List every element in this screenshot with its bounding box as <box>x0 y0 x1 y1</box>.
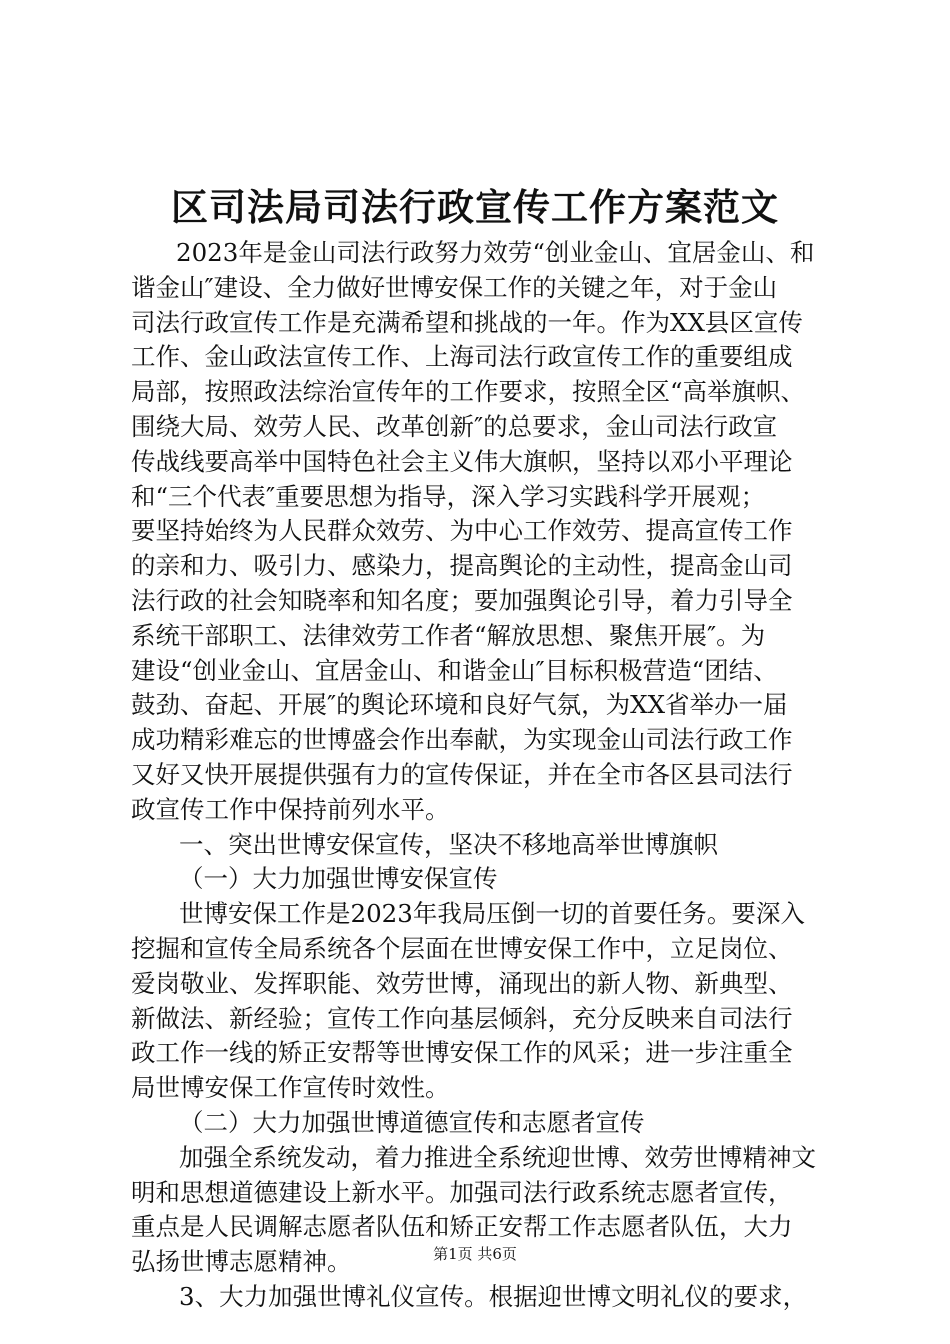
text-line: 又好又快开展提供强有力的宣传保证，并在全市各区县司法行 <box>131 759 793 789</box>
text-line: 政宣传工作中保持前列水平。 <box>131 794 450 824</box>
text-line: 的亲和力、吸引力、感染力，提高舆论的主动性，提高金山司 <box>131 551 793 581</box>
text-line: 司法行政宣传工作是充满希望和挑战的一年。作为XX县区宣传 <box>131 307 803 337</box>
text-line: 世博安保工作是2023年我局压倒一切的首要任务。要深入 <box>179 899 805 929</box>
text-line: 爱岗敬业、发挥职能、效劳世博，涌现出的新人物、新典型、 <box>131 968 793 998</box>
text-line: 弘扬世博志愿精神。 <box>131 1247 352 1277</box>
text-line: 系统干部职工、法律效劳工作者“解放思想、聚焦开展″。为 <box>131 620 766 650</box>
text-line: 新做法、新经验；宣传工作向基层倾斜，充分反映来自司法行 <box>131 1003 793 1033</box>
text-line: 明和思想道德建设上新水平。加强司法行政系统志愿者宣传， <box>131 1177 793 1207</box>
text-line: 政工作一线的矫正安帮等世博安保工作的风采；进一步注重全 <box>131 1038 793 1068</box>
text-line: 建设“创业金山、宜居金山、和谐金山″目标积极营造“团结、 <box>131 655 778 685</box>
text-line: 法行政的社会知晓率和知名度；要加强舆论引导，着力引导全 <box>131 585 793 615</box>
text-line: 鼓劲、奋起、开展″的舆论环境和良好气氛，为XX省举办一届 <box>131 690 788 720</box>
text-line: 要坚持始终为人民群众效劳、为中心工作效劳、提高宣传工作 <box>131 516 793 546</box>
text-line: 重点是人民调解志愿者队伍和矫正安帮工作志愿者队伍，大力 <box>131 1212 793 1242</box>
document-body <box>131 236 831 1315</box>
text-line: 2023年是金山司法行政努力效劳“创业金山、宜居金山、和 <box>176 238 815 267</box>
text-line: 围绕大局、效劳人民、改革创新″的总要求，金山司法行政宣 <box>131 411 778 441</box>
page-number-footer: 第1页 共6页 <box>433 1245 517 1263</box>
text-line: 成功精彩难忘的世博盛会作出奉献，为实现金山司法行政工作 <box>131 725 793 755</box>
text-line: 加强全系统发动，着力推进全系统迎世博、效劳世博精神文 <box>179 1142 816 1172</box>
document-title: 区司法局司法行政宣传工作方案范文 <box>171 185 779 229</box>
section-heading: 一、突出世博安保宣传，坚决不移地高举世博旗帜 <box>179 829 718 859</box>
text-line: 3、大力加强世博礼仪宣传。根据迎世博文明礼仪的要求， <box>179 1281 808 1311</box>
subsection-heading: （二）大力加强世博道德宣传和志愿者宣传 <box>179 1107 645 1137</box>
text-line: 工作、金山政法宣传工作、上海司法行政宣传工作的重要组成 <box>131 342 793 372</box>
text-line: 传战线要高举中国特色社会主义伟大旗帜，坚持以邓小平理论 <box>131 446 793 476</box>
text-line: 谐金山″建设、全力做好世博安保工作的关键之年，对于金山 <box>131 272 778 302</box>
text-line: 挖掘和宣传全局系统各个层面在世博安保工作中，立足岗位、 <box>131 933 793 963</box>
text-line: 和“三个代表″重要思想为指导，深入学习实践科学开展观； <box>131 481 766 511</box>
text-line: 局世博安保工作宣传时效性。 <box>131 1073 450 1103</box>
text-line: 局部，按照政法综治宣传年的工作要求，按照全区“高举旗帜、 <box>131 377 806 407</box>
subsection-heading: （一）大力加强世博安保宣传 <box>179 864 498 894</box>
